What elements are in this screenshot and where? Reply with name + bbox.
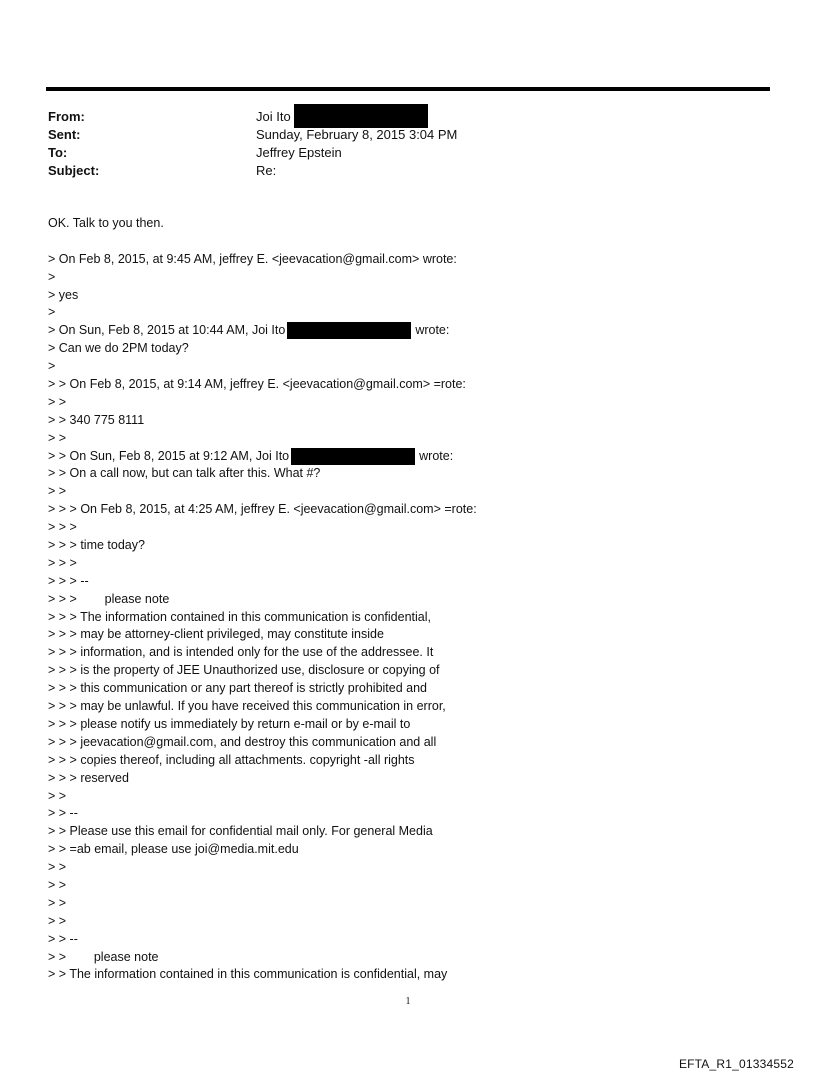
body-line: > > > please notify us immediately by return e-mail or by e-mail to bbox=[48, 716, 411, 731]
body-line: > On Feb 8, 2015, at 9:45 AM, jeffrey E. <jeevacation@gmail.com> wrote: bbox=[48, 251, 457, 266]
body-line: > bbox=[48, 359, 56, 374]
body-line: > > > reserved bbox=[48, 770, 129, 785]
body-line: > > > -- bbox=[48, 573, 89, 588]
document-id: EFTA_R1_01334552 bbox=[678, 1057, 794, 1071]
body-line: > > =ab email, please use joi@media.mit.edu bbox=[48, 842, 299, 857]
body-line: > > > this communication or any part thereof is strictly prohibited and bbox=[48, 681, 428, 696]
body-line-text: > > On Sun, Feb 8, 2015 at 9:12 AM, Joi Ito bbox=[48, 448, 290, 463]
body-line: > > > please note bbox=[48, 591, 170, 606]
subject-label: Subject: bbox=[48, 163, 100, 178]
body-line: > > > The information contained in this communication is confidential, bbox=[48, 609, 431, 624]
body-line: > > bbox=[48, 788, 67, 803]
redaction-box bbox=[287, 322, 411, 339]
redaction-box bbox=[294, 104, 428, 128]
body-line: > > > copies thereof, including all attachments. copyright -all rights bbox=[48, 752, 415, 767]
body-line: > bbox=[48, 305, 56, 320]
page-number: 1 bbox=[405, 996, 411, 1007]
body-line: > > -- bbox=[48, 931, 78, 946]
header-rule bbox=[46, 87, 770, 91]
body-line-redacted bbox=[48, 448, 768, 466]
wrote-text: wrote: bbox=[415, 323, 450, 338]
body-line: > > bbox=[48, 484, 67, 499]
sent-label: Sent: bbox=[48, 127, 81, 142]
body-line: > > > is the property of JEE Unauthorized use, disclosure or copying of bbox=[48, 663, 440, 678]
body-line bbox=[48, 233, 768, 251]
body-line: > Can we do 2PM today? bbox=[48, 341, 189, 356]
to-value: Jeffrey Epstein bbox=[256, 145, 342, 160]
from-value bbox=[256, 108, 428, 128]
body-line: > > On a call now, but can talk after this. What #? bbox=[48, 466, 321, 481]
body-line: > > The information contained in this communication is confidential, may bbox=[48, 967, 448, 982]
body-line: > > On Feb 8, 2015, at 9:14 AM, jeffrey E. <jeevacation@gmail.com> =rote: bbox=[48, 377, 466, 392]
body-line: > > Please use this email for confidential mail only. For general Media bbox=[48, 824, 433, 839]
body-line: > > > bbox=[48, 555, 77, 570]
email-body bbox=[48, 215, 768, 984]
body-line: > > > may be attorney-client privileged, may constitute inside bbox=[48, 627, 384, 642]
body-line: > > > bbox=[48, 520, 77, 535]
to-label: To: bbox=[48, 145, 68, 160]
body-line: > > bbox=[48, 877, 67, 892]
from-name: Joi Ito bbox=[256, 109, 291, 124]
body-line: > > bbox=[48, 394, 67, 409]
body-line: > > bbox=[48, 895, 67, 910]
body-line: > > > On Feb 8, 2015, at 4:25 AM, jeffrey E. <jeevacation@gmail.com> =rote: bbox=[48, 502, 477, 517]
body-line: > > -- bbox=[48, 806, 78, 821]
wrote-text: wrote: bbox=[419, 448, 454, 463]
body-line: > > bbox=[48, 430, 67, 445]
body-line: > > > information, and is intended only for the use of the addressee. It bbox=[48, 645, 434, 660]
subject-value: Re: bbox=[256, 163, 277, 178]
redaction-box bbox=[291, 448, 415, 465]
body-line: > > > may be unlawful. If you have received this communication in error, bbox=[48, 699, 446, 714]
body-line: > > > time today? bbox=[48, 538, 145, 553]
body-line-text: > On Sun, Feb 8, 2015 at 10:44 AM, Joi Ito bbox=[48, 323, 286, 338]
body-line: > > bbox=[48, 860, 67, 875]
body-line-redacted bbox=[48, 322, 768, 340]
body-line: OK. Talk to you then. bbox=[48, 216, 164, 230]
body-line: > bbox=[48, 269, 56, 284]
sent-value: Sunday, February 8, 2015 3:04 PM bbox=[256, 127, 458, 142]
body-line: > > please note bbox=[48, 949, 159, 964]
body-line: > > > jeevacation@gmail.com, and destroy this communication and all bbox=[48, 734, 437, 749]
from-label: From: bbox=[48, 109, 85, 124]
body-line: > > 340 775 8111 bbox=[48, 412, 145, 427]
body-line: > > bbox=[48, 913, 67, 928]
body-line: > yes bbox=[48, 287, 79, 302]
